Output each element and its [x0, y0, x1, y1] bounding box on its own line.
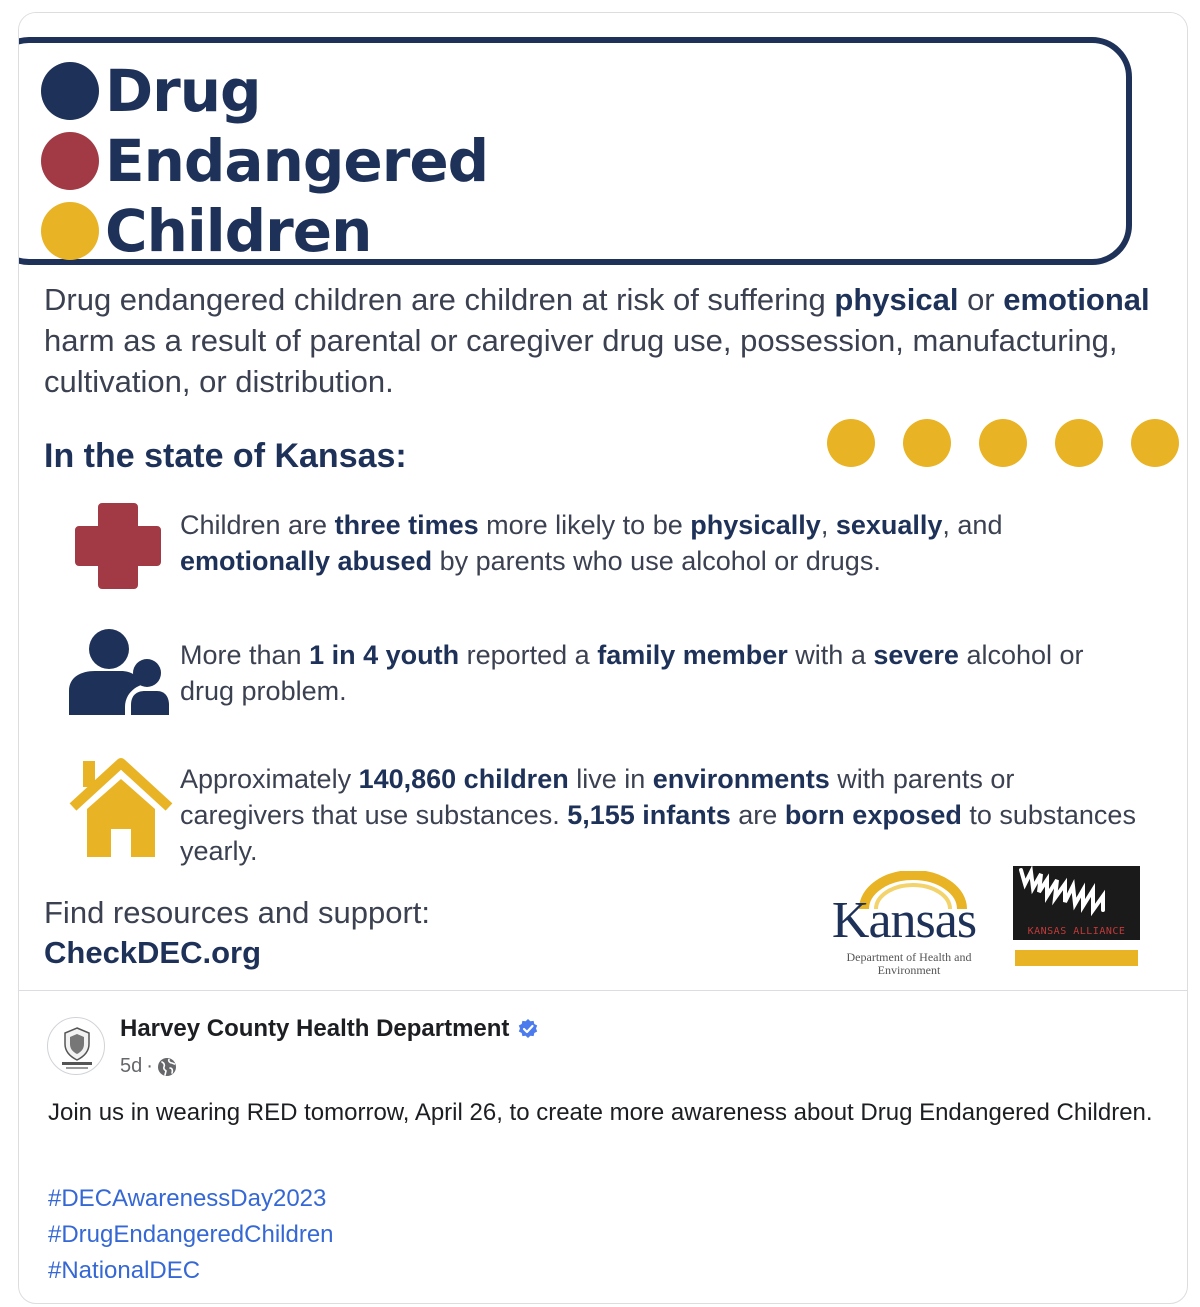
emphasis-text: emotional [1003, 282, 1150, 317]
decorative-dots [827, 419, 1188, 467]
emphasis-text: sexually [835, 510, 943, 540]
emphasis-text: family member [597, 640, 788, 670]
text-segment: by parents who use alcohol or drugs. [432, 546, 881, 576]
emphasis-text: physical [834, 282, 959, 317]
text-segment: More than [180, 640, 310, 670]
post-card [18, 12, 1188, 1304]
intro-text [44, 279, 1154, 402]
hashtag-link[interactable]: #DECAwarenessDay2023 [48, 1185, 327, 1212]
text-segment: reported a [459, 640, 598, 670]
emphasis-text: three times [334, 510, 479, 540]
yellow-dot [827, 419, 875, 467]
yellow-dot [979, 419, 1027, 467]
title-row-endangered [41, 127, 489, 195]
hashtags [48, 1181, 334, 1289]
kansas-alliance-logo [1009, 860, 1144, 972]
emphasis-text: 140,860 children [358, 764, 569, 794]
text-segment: alcohol or drug problem. [180, 640, 1084, 706]
emphasis-text: emotionally abused [180, 546, 433, 576]
text-segment: , and [942, 510, 1003, 540]
emphasis-text: severe [873, 640, 959, 670]
fact-youth [180, 637, 1140, 709]
state-heading: In the state of Kansas: [44, 437, 407, 475]
text-segment: Drug endangered children are children at risk of suffering [44, 282, 835, 317]
yellow-dot [1055, 419, 1103, 467]
fact-abuse [180, 507, 1140, 579]
verified-badge-icon [517, 1018, 539, 1040]
alliance-name: KANSAS ALLIANCE [1027, 926, 1126, 937]
title-row-drug [41, 57, 261, 125]
red-dot [41, 132, 99, 190]
meta-separator: · [146, 1055, 153, 1077]
yellow-dot [903, 419, 951, 467]
kdhe-name: Kansas [831, 892, 977, 949]
hashtag-link[interactable]: #NationalDEC [48, 1257, 201, 1284]
kdhe-logo [824, 871, 984, 981]
emphasis-text: environments [652, 764, 830, 794]
post-time[interactable]: 5d [120, 1055, 143, 1077]
house-icon [69, 757, 173, 861]
text-segment: or [958, 282, 1004, 317]
title-row-children [41, 197, 372, 265]
text-segment: Children are [180, 510, 335, 540]
resources-text [44, 893, 430, 973]
fact-environments [180, 761, 1140, 869]
emphasis-text: 5,155 infants [567, 800, 731, 830]
hashtag-link[interactable]: #DrugEndangeredChildren [48, 1221, 334, 1248]
title-word: Drug [105, 57, 261, 125]
post-text: Join us in wearing RED tomorrow, April 26, to create more awareness about Drug Endangered Children. [48, 1099, 1153, 1126]
emphasis-text: physically [690, 510, 821, 540]
family-icon [65, 623, 171, 719]
text-segment: with parents or caregivers that use substances. [180, 764, 1015, 830]
text-segment: harm as a result of parental or caregiver drug use, possession, manufacturing, cultivation, or distribution. [44, 323, 1118, 399]
checkdec-link[interactable]: CheckDEC.org [44, 935, 262, 970]
globe-icon[interactable] [157, 1057, 177, 1077]
text-segment: are [730, 800, 785, 830]
resources-prefix: Find resources and support: [44, 895, 430, 930]
text-segment: , [820, 510, 836, 540]
kdhe-subtitle: Department of Health and Environment [846, 950, 972, 977]
post-meta [120, 1055, 177, 1078]
navy-dot [41, 62, 99, 120]
yellow-dot [1131, 419, 1179, 467]
text-segment: with a [787, 640, 874, 670]
title-word: Children [105, 197, 372, 265]
poster-image[interactable] [19, 13, 1187, 990]
page-name-row [120, 1015, 539, 1043]
text-segment: Approximately [180, 764, 359, 794]
text-segment: live in [568, 764, 653, 794]
emphasis-text: 1 in 4 youth [309, 640, 460, 670]
text-segment: more likely to be [478, 510, 691, 540]
yellow-dot [41, 202, 99, 260]
emphasis-text: born exposed [784, 800, 962, 830]
page-name[interactable]: Harvey County Health Department [120, 1015, 510, 1042]
title-word: Endangered [105, 127, 489, 195]
health-dept-logo-icon [48, 1018, 105, 1075]
divider [19, 990, 1187, 991]
alliance-hands-graphic [1009, 860, 1144, 972]
text-segment: to substances yearly. [180, 800, 1136, 866]
page-avatar[interactable] [47, 1017, 105, 1075]
medical-cross-icon [71, 499, 165, 593]
